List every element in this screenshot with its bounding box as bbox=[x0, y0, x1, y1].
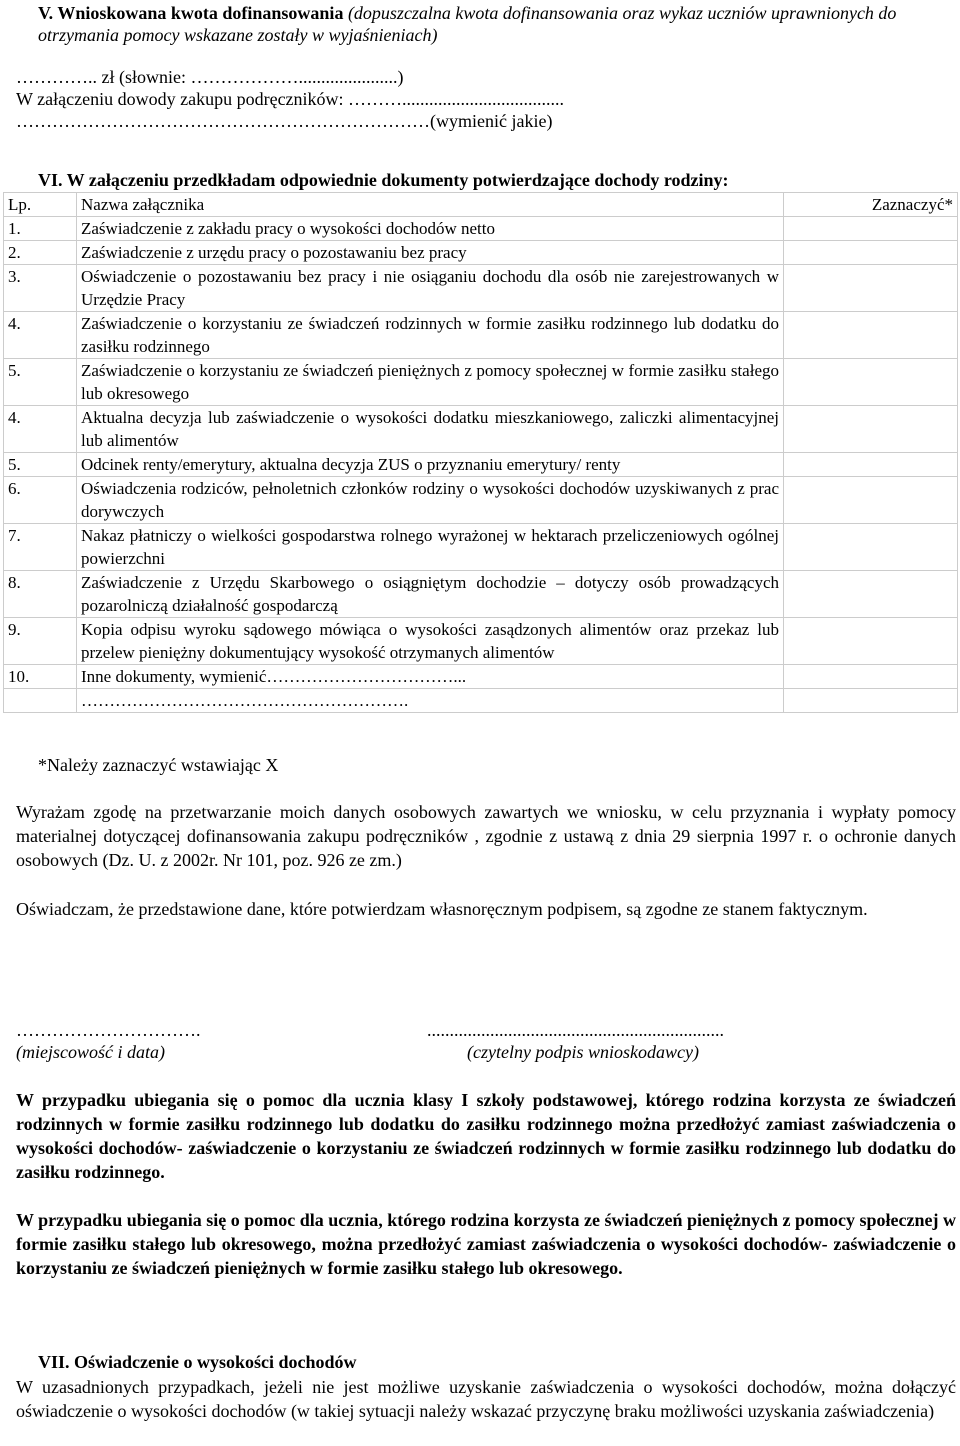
table-row bbox=[4, 312, 958, 359]
table-row bbox=[4, 618, 958, 665]
table-row bbox=[4, 689, 958, 713]
row-lp bbox=[4, 689, 77, 713]
row-mark-cell[interactable] bbox=[784, 312, 958, 359]
table-row bbox=[4, 241, 958, 265]
row-mark-cell[interactable] bbox=[784, 359, 958, 406]
table-row bbox=[4, 406, 958, 453]
section-v-title: V. Wnioskowana kwota dofinansowania bbox=[38, 3, 344, 23]
declaration-paragraph: Oświadczam, że przedstawione dane, które potwierdzam własnoręcznym podpisem, są zgodne ze stanem faktycznym. bbox=[16, 899, 868, 919]
row-mark-cell[interactable] bbox=[784, 571, 958, 618]
row-name: Zaświadczenie z Urzędu Skarbowego o osiągniętym dochodzie – dotyczy osób prowadzących pozarolniczą działalność gospodarczą bbox=[77, 571, 784, 618]
row-mark-cell[interactable] bbox=[784, 241, 958, 265]
table-row bbox=[4, 571, 958, 618]
row-mark-cell[interactable] bbox=[784, 524, 958, 571]
table-header-row bbox=[4, 193, 958, 217]
row-name: Zaświadczenie z urzędu pracy o pozostawaniu bez pracy bbox=[77, 241, 784, 265]
place-date-field[interactable]: …………………………. bbox=[16, 1020, 201, 1040]
table-row bbox=[4, 665, 958, 689]
row-lp: 5. bbox=[4, 453, 77, 477]
purchase-proof-line[interactable]: W załączeniu dowody zakupu podręczników: ……….................................... bbox=[16, 89, 565, 109]
proof-list-line[interactable]: ……………………………………………………………(wymienić jakie) bbox=[16, 111, 553, 131]
signature-label: (czytelny podpis wnioskodawcy) bbox=[467, 1042, 699, 1062]
place-date-label: (miejscowość i data) bbox=[16, 1042, 165, 1062]
row-name: Aktualna decyzja lub zaświadczenie o wysokości dodatku mieszkaniowego, zaliczki alimentacyjnej lub alimentów bbox=[77, 406, 784, 453]
row-name: Odcinek renty/emerytury, aktualna decyzja ZUS o przyznaniu emerytury/ renty bbox=[77, 453, 784, 477]
row-lp: 3. bbox=[4, 265, 77, 312]
row-name: Kopia odpisu wyroku sądowego mówiąca o wysokości zasądzonych alimentów oraz przekaz lub przelew pieniężny dokumentujący wysokość otrzymanych alimentów bbox=[77, 618, 784, 665]
row-mark-cell[interactable] bbox=[784, 217, 958, 241]
table-row bbox=[4, 217, 958, 241]
row-lp: 6. bbox=[4, 477, 77, 524]
row-lp: 5. bbox=[4, 359, 77, 406]
row-name: Inne dokumenty, wymienić……………………………... bbox=[77, 665, 784, 689]
row-lp: 4. bbox=[4, 312, 77, 359]
section-v-fields bbox=[16, 66, 956, 132]
row-name: …………………………………………………. bbox=[77, 689, 784, 713]
consent-paragraph: Wyrażam zgodę na przetwarzanie moich danych osobowych zawartych we wniosku, w celu przyznania i wypłaty pomocy materialnej dotyczącej dofinansowania zakupu podręczników , zgodnie z ustawą z dnia 29 sierpnia 1997 r. o ochronie danych osobowych (Dz. U. z 2002r. Nr 101, poz. 926 ze zm.) bbox=[16, 802, 956, 870]
note-social-aid: W przypadku ubiegania się o pomoc dla ucznia, którego rodzina korzysta ze świadczeń pieniężnych z pomocy społecznej w formie zasiłku stałego lub okresowego, można przedłożyć zamiast zaświadczenia o wysokości dochodów- zaświadczenie o korzystaniu ze świadczeń pieniężnych w formie zasiłku stałego lub okresowego. bbox=[16, 1210, 956, 1278]
row-lp: 1. bbox=[4, 217, 77, 241]
mark-note: *Należy zaznaczyć wstawiając X bbox=[38, 755, 279, 775]
table-row bbox=[4, 477, 958, 524]
row-mark-cell[interactable] bbox=[784, 265, 958, 312]
row-mark-cell[interactable] bbox=[784, 406, 958, 453]
row-lp: 8. bbox=[4, 571, 77, 618]
table-row bbox=[4, 265, 958, 312]
row-mark-cell[interactable] bbox=[784, 453, 958, 477]
signature-field[interactable]: .................................................................. bbox=[427, 1020, 724, 1040]
attachments-table bbox=[3, 192, 958, 713]
row-lp: 10. bbox=[4, 665, 77, 689]
section-v-header bbox=[38, 2, 958, 46]
row-name: Zaświadczenie o korzystaniu ze świadczeń rodzinnych w formie zasiłku rodzinnego lub dodatku do zasiłku rodzinnego bbox=[77, 312, 784, 359]
row-lp: 2. bbox=[4, 241, 77, 265]
section-vii-text: W uzasadnionych przypadkach, jeżeli nie jest możliwe uzyskanie zaświadczenia o wysokości dochodów, można dołączyć oświadczenie o wysokości dochodów (w takiej sytuacji należy wskazać przyczynę braku możliwości uzyskania zaświadczenia) bbox=[16, 1377, 956, 1421]
header-mark: Zaznaczyć* bbox=[784, 193, 958, 217]
note-first-grade: W przypadku ubiegania się o pomoc dla ucznia klasy I szkoły podstawowej, którego rodzina korzysta ze świadczeń rodzinnych w formie zasiłku rodzinnego lub dodatku do zasiłku rodzinnego można przedłożyć zamiast zaświadczenia o wysokości dochodów- zaświadczenie o korzystaniu ze świadczeń rodzinnych w formie zasiłku rodzinnego lub dodatku do zasiłku rodzinnego. bbox=[16, 1090, 956, 1182]
row-mark-cell[interactable] bbox=[784, 618, 958, 665]
table-row bbox=[4, 453, 958, 477]
table-row bbox=[4, 359, 958, 406]
row-name: Oświadczenia rodziców, pełnoletnich członków rodziny o wysokości dochodów uzyskiwanych z prac dorywczych bbox=[77, 477, 784, 524]
row-mark-cell[interactable] bbox=[784, 689, 958, 713]
section-vi-title: VI. W załączeniu przedkładam odpowiednie dokumenty potwierdzające dochody rodziny: bbox=[38, 170, 729, 190]
header-lp: Lp. bbox=[4, 193, 77, 217]
row-mark-cell[interactable] bbox=[784, 665, 958, 689]
row-lp: 9. bbox=[4, 618, 77, 665]
row-name: Zaświadczenie o korzystaniu ze świadczeń pieniężnych z pomocy społecznej w formie zasiłku stałego lub okresowego bbox=[77, 359, 784, 406]
row-name: Zaświadczenie z zakładu pracy o wysokości dochodów netto bbox=[77, 217, 784, 241]
row-lp: 4. bbox=[4, 406, 77, 453]
table-row bbox=[4, 524, 958, 571]
row-name: Oświadczenie o pozostawaniu bez pracy i nie osiąganiu dochodu dla osób nie zarejestrowanych w Urzędzie Pracy bbox=[77, 265, 784, 312]
row-mark-cell[interactable] bbox=[784, 477, 958, 524]
section-vii-title: VII. Oświadczenie o wysokości dochodów bbox=[38, 1352, 357, 1372]
row-name: Nakaz płatniczy o wielkości gospodarstwa rolnego wyrażonej w hektarach przeliczeniowych ogólnej powierzchni bbox=[77, 524, 784, 571]
section-v-subtitle: (dopuszczalna kwota dofinansowania oraz wykaz uczniów uprawnionych do otrzymania pomocy wskazane zostały w wyjaśnieniach) bbox=[38, 3, 897, 45]
row-lp: 7. bbox=[4, 524, 77, 571]
header-name: Nazwa załącznika bbox=[77, 193, 784, 217]
amount-line[interactable]: ………….. zł (słownie: ………………......................) bbox=[16, 67, 404, 87]
